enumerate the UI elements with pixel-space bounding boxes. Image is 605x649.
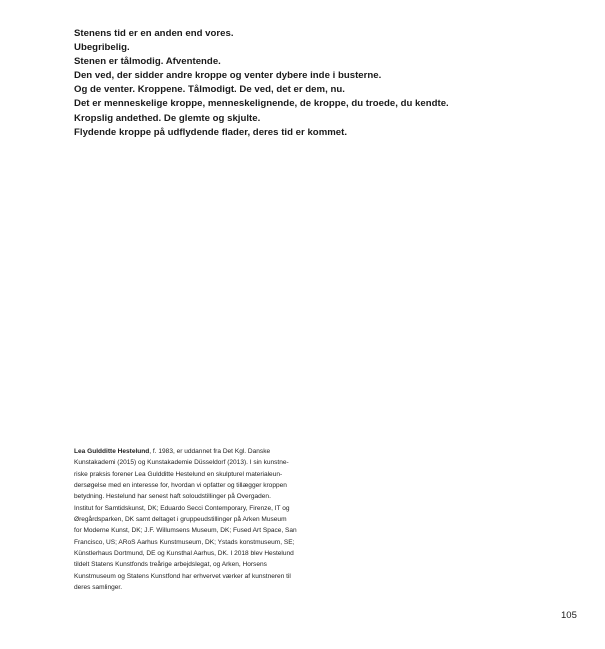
- bio-line: betydning. Hestelund har senest haft soloudstillinger på Overgaden.: [74, 493, 271, 501]
- bio-first-line-text: , f. 1983, er uddannet fra Det Kgl. Danske: [149, 448, 271, 455]
- bio-line: Kunstakademi (2015) og Kunstakademie Düsseldorf (2013). I sin kunstne-: [74, 459, 289, 467]
- bio-line: Øregårdsparken, DK samt deltaget i gruppeudstillinger på Arken Museum: [74, 516, 287, 524]
- bio-line: Künstlerhaus Dortmund, DE og Kunsthal Aarhus, DK. I 2018 blev Hestelund: [74, 550, 294, 558]
- artist-bio: [74, 446, 324, 593]
- bio-line: Institut for Samtidskunst, DK; Eduardo Secci Contemporary, Firenze, IT og: [74, 504, 290, 512]
- artist-name: Lea Guldditte Hestelund: [74, 448, 150, 455]
- bio-line: Kunstmuseum og Statens Kunstfond har erhvervet værker af kunstneren til: [74, 572, 291, 580]
- bio-first-line: [74, 446, 324, 457]
- bio-line: Francisco, US; ARoS Aarhus Kunstmuseum, DK; Ystads konstmuseum, SE;: [74, 538, 295, 546]
- poem-line: Flydende kroppe på udflydende flader, deres tid er kommet.: [74, 126, 348, 138]
- bio-line: dersøgelse med en interesse for, hvordan vi opfatter og tillægger kroppen: [74, 482, 287, 490]
- poem-line: Stenens tid er en anden end vores.: [74, 28, 234, 39]
- poem-line: Ubegribelig.: [74, 42, 130, 54]
- poem-line: Kropslig andethed. De glemte og skjulte.: [74, 112, 261, 124]
- poem-line: Den ved, der sidder andre kroppe og venter dybere inde i busterne.: [74, 70, 382, 82]
- bio-line: for Moderne Kunst, DK; J.F. Willumsens Museum, DK; Fused Art Space, San: [74, 527, 297, 535]
- poem-line: Og de venter. Kroppene. Tålmodigt. De ved, det er dem, nu.: [74, 84, 345, 96]
- poem-line: Det er menneskelige kroppe, menneskelignende, de kroppe, du troede, du kendte.: [74, 98, 449, 110]
- bio-line: tildelt Statens Kunstfonds treårige arbejdslegat, og Arken, Horsens: [74, 561, 267, 569]
- page-number: 105: [561, 610, 577, 621]
- poem: [74, 27, 574, 140]
- bio-line: deres samlinger.: [74, 584, 123, 592]
- poem-line: Stenen er tålmodig. Afventende.: [74, 56, 221, 68]
- bio-line: riske praksis forener Lea Guldditte Hestelund en skulpturel materialeun-: [74, 470, 283, 478]
